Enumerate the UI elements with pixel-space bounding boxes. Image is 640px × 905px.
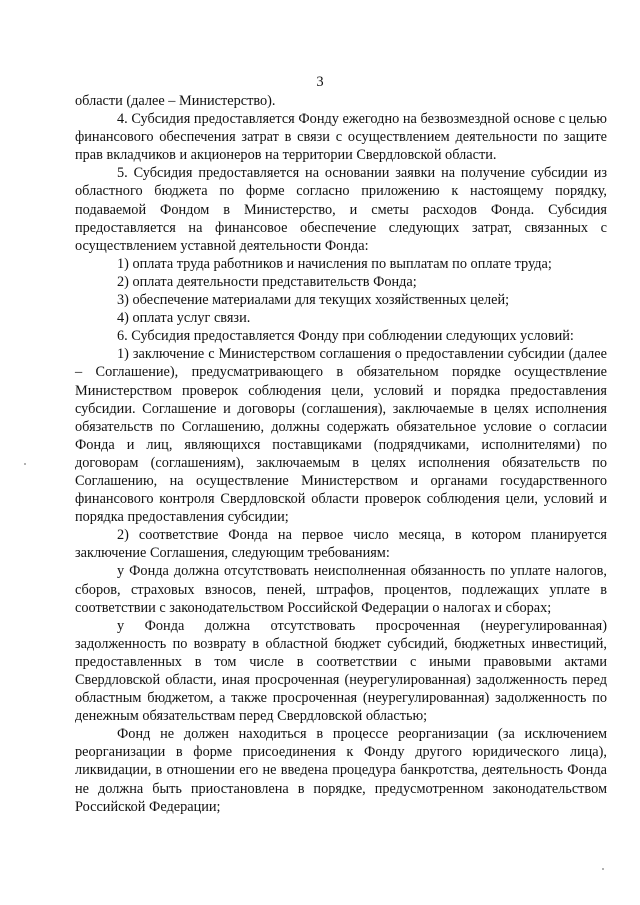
paragraph: 6. Субсидия предоставляется Фонду при соблюдении следующих условий: (117, 328, 574, 345)
paragraph: области (далее – Министерство). (75, 93, 276, 109)
document-body (75, 92, 607, 816)
list-item: 3) обеспечение материалами для текущих хозяйственных целей; (117, 292, 510, 309)
paragraph: у Фонда должна отсутствовать просроченная (неурегулированная) задолженность по возврату в областной бюджет субсидий, бюджетных инвестиций, предоставленных в том числе в соответствии с иными правовыми актами Свердловской области, иная просроченная (неурегулированная) задолженность перед областным бюджетом, а также просроченная (неурегулированная) задолженность по денежным обязательствам перед Свердловской областью; (75, 617, 607, 725)
list-item: 4) оплата услуг связи. (117, 310, 251, 327)
paragraph: Фонд не должен находиться в процессе реорганизации (за исключением реорганизации в форме присоединения к Фонду другого юридического лица), ликвидации, в отношении его не введена процедура банкротства, деятельность Фонда не должна быть приостановлена в порядке, предусмотренном законодательством Российской Федерации; (75, 726, 607, 815)
scan-artifact (602, 868, 604, 870)
list-item: 1) заключение с Министерством соглашения о предоставлении субсидии (далее – Соглашение), предусматривающего в обязательном порядке осуществление Министерством проверок соблюдения цели, условий и порядка предоставления субсидии. Соглашение и договоры (соглашения), заключаемые в целях исполнения обязательств по Соглашению, должны содержать обязательное условие о согласии Фонда и лиц, являющихся поставщиками (подрядчиками, исполнителями) по договорам (соглашениям), заключаемым в целях исполнения обязательств по Соглашению, на осуществление Министерством и органами государственного финансового контроля Свердловской области проверок соблюдения цели, условий и порядка предоставления субсидии; (75, 346, 607, 526)
paragraph: 5. Субсидия предоставляется на основании заявки на получение субсидии из областного бюджета по форме согласно приложению к настоящему порядку, подаваемой Фондом в Министерство, и сметы расходов Фонда. Субсидия предоставляется на финансовое обеспечение следующих затрат, связанных с осуществлением уставной деятельности Фонда: (75, 165, 607, 254)
list-item: 2) оплата деятельности представительств Фонда; (117, 273, 417, 290)
paragraph: 4. Субсидия предоставляется Фонду ежегодно на безвозмездной основе с целью финансового обеспечения затрат в связи с осуществлением деятельности по защите прав вкладчиков и акционеров на территории Свердловской области. (75, 111, 607, 164)
list-item: 1) оплата труда работников и начисления по выплатам по оплате труда; (117, 255, 552, 272)
paragraph: у Фонда должна отсутствовать неисполненная обязанность по уплате налогов, сборов, страховых взносов, пеней, штрафов, процентов, подлежащих уплате в соответствии с законодательством Российской Федерации о налогах и сборах; (75, 563, 607, 616)
list-item: 2) соответствие Фонда на первое число месяца, в котором планируется заключение Соглашения, следующим требованиям: (75, 527, 607, 562)
page-number: 3 (316, 74, 324, 90)
scan-artifact (24, 463, 26, 465)
